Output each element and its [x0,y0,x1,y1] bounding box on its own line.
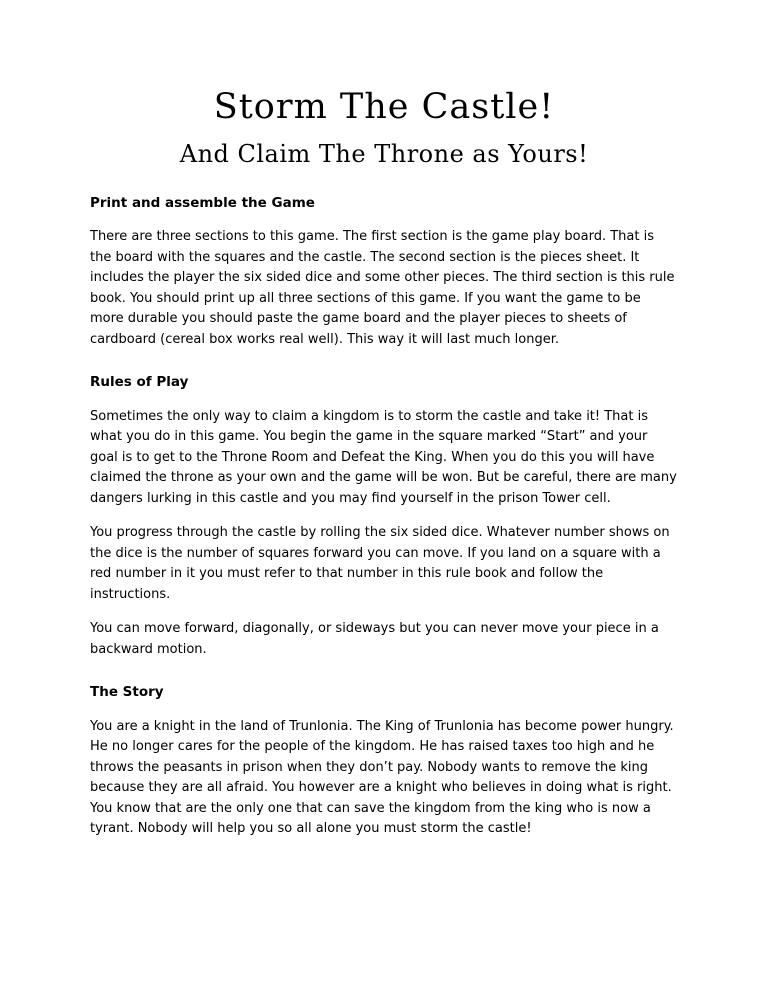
section-heading: Print and assemble the Game [90,194,315,211]
section-heading: Rules of Play [90,374,189,391]
paragraph: There are three sections to this game. The first section is the game play board. That is the board with the squares and the castle. The second section is the pieces sheet. It includes the player the six sided dice and some other pieces. The third section is this rule book. You should print up all three sections of this game. If you want the game to be more durable you should paste the game board and the player pieces to sheets of cardboard (cereal box works real well). This way it will last much longer. [90,229,675,347]
paragraph: Sometimes the only way to claim a kingdom is to storm the castle and take it! That is what you do in this game. You begin the game in the square marked “Start” and your goal is to get to the Throne Room and Defeat the King. When you do this you will have claimed the throne as your own and the game will be won. But be careful, there are many dangers lurking in this castle and you may find yourself in the prison Tower cell. [90,408,677,506]
paragraph: You can move forward, diagonally, or sideways but you can never move your piece in a backward motion. [90,621,659,657]
paragraph: You are a knight in the land of Trunlonia. The King of Trunlonia has become power hungry. He no longer cares for the people of the kingdom. He has raised taxes too high and he throws the peasants in prison when they don’t pay. Nobody wants to remove the king because they are all afraid. You however are a knight who believes in doing what is right. You know that are the only one that can save the kingdom from the king who is now a tyrant. Nobody will help you so all alone you must storm the castle! [90,718,674,837]
page-subtitle: And Claim The Throne as Yours! [179,139,589,168]
paragraph: You progress through the castle by rolling the six sided dice. Whatever number shows on the dice is the number of squares forward you can move. If you land on a square with a red number in it you must refer to that number in this rule book and follow the instructions. [90,525,670,602]
page-title: Storm The Castle! [213,87,555,127]
section-heading: The Story [90,684,164,701]
section-the-story [90,682,678,839]
section-print-and-assemble [90,193,678,350]
section-rules-of-play [90,372,678,660]
